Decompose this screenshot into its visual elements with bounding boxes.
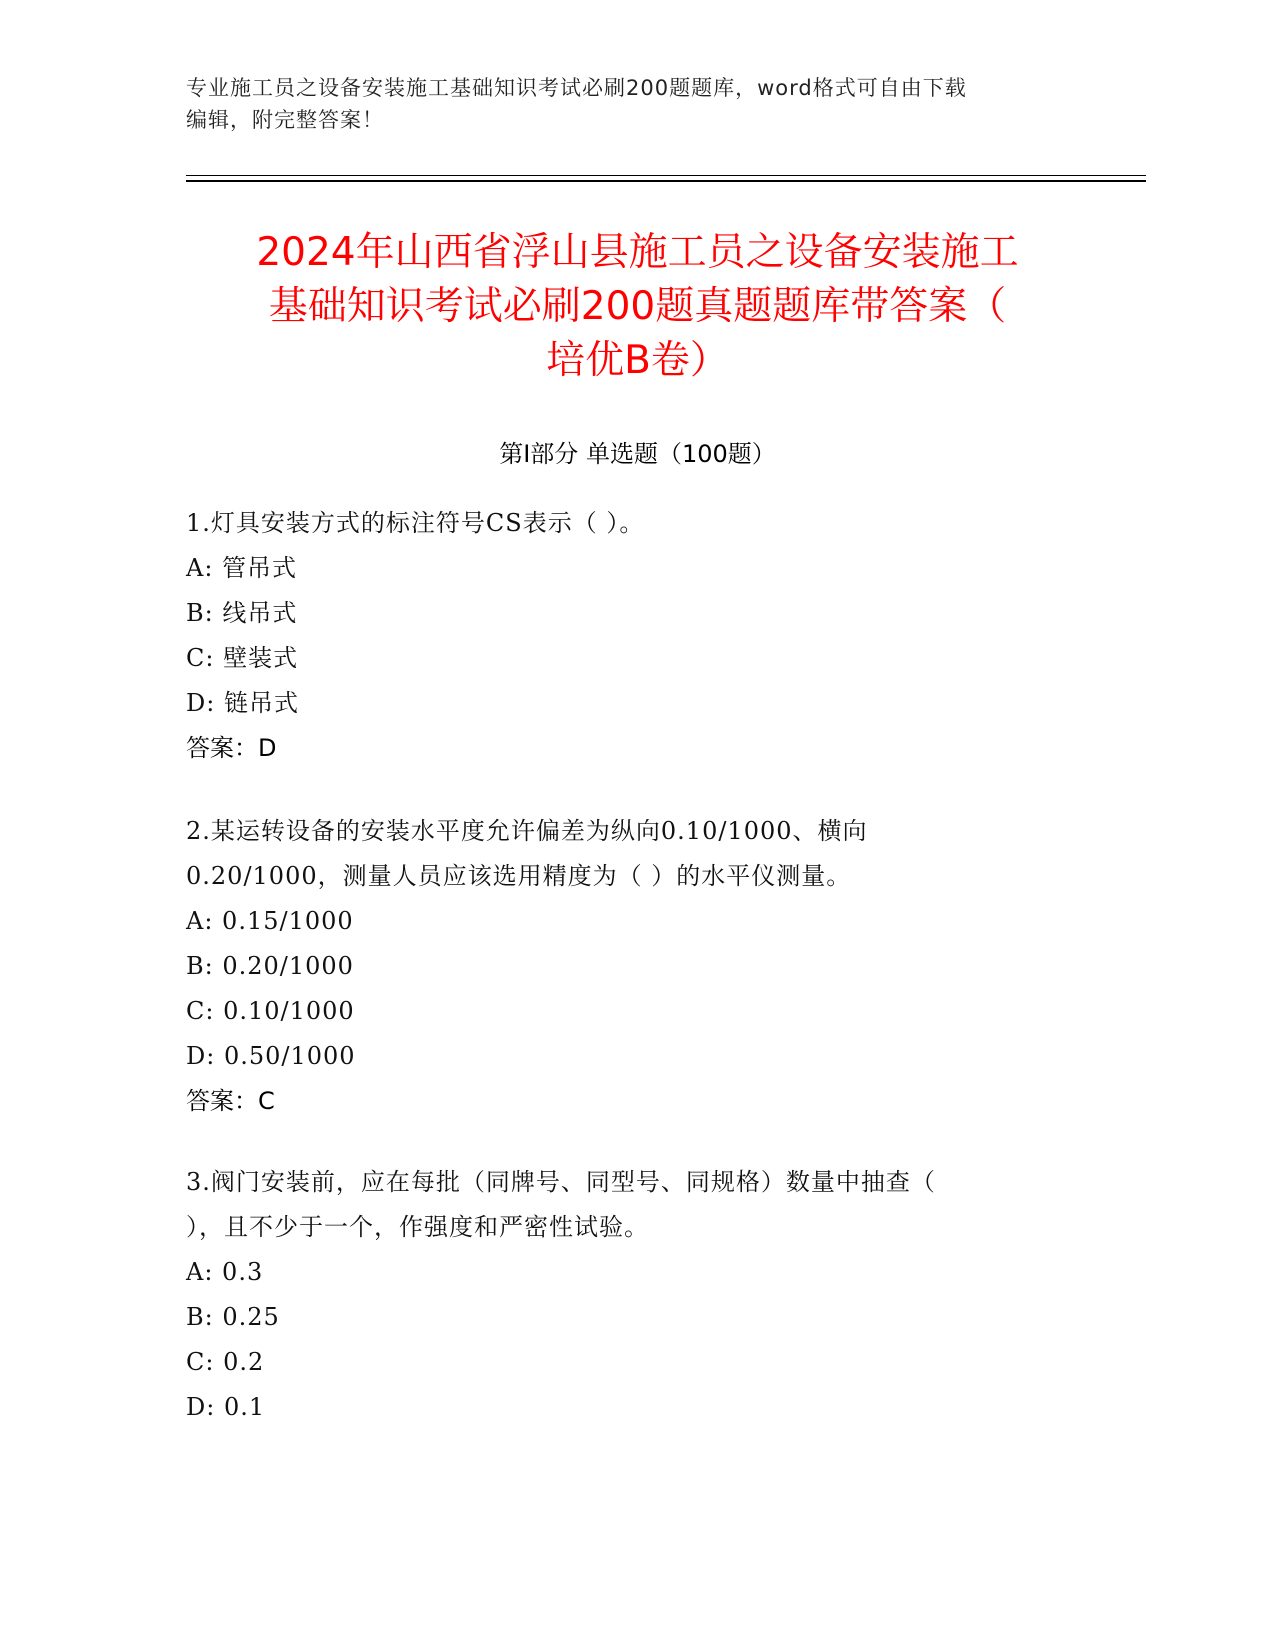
question-stem: 1.灯具安装方式的标注符号CS表示（ ）。 (186, 509, 645, 537)
question-stem: 0.20/1000，测量人员应该选用精度为（ ）的水平仪测量。 (186, 862, 852, 890)
question-answer: 答案：C (186, 1087, 275, 1115)
header-note-line: 专业施工员之设备安装施工基础知识考试必刷200题题库，word格式可自由下载 (186, 76, 967, 100)
document-title-line: 基础知识考试必刷200题真题题库带答案（ (268, 284, 1007, 329)
document-title-line: 培优B卷） (546, 338, 729, 383)
question-option-c: C: 壁装式 (186, 644, 299, 672)
header-note (186, 72, 1066, 136)
question-option-b: B: 0.20/1000 (186, 952, 354, 980)
question-option-d: D: 链吊式 (186, 689, 299, 717)
question-option-a: A: 0.15/1000 (186, 907, 354, 935)
question-1 (186, 501, 1086, 771)
section-heading: 第Ⅰ部分 单选题（100题） (499, 440, 776, 468)
header-divider-thin (186, 175, 1146, 176)
question-stem: 3.阀门安装前，应在每批（同牌号、同型号、同规格）数量中抽查（ (186, 1168, 936, 1196)
question-option-c: C: 0.10/1000 (186, 997, 355, 1025)
document-title-line: 2024年山西省浮山县施工员之设备安装施工 (256, 230, 1019, 275)
question-option-a: A: 管吊式 (186, 554, 298, 582)
question-stem: 2.某运转设备的安装水平度允许偏差为纵向0.10/1000、横向 (186, 817, 868, 845)
question-option-a: A: 0.3 (186, 1258, 264, 1286)
question-3 (186, 1160, 1086, 1430)
question-2 (186, 809, 1086, 1124)
question-stem: ），且不少于一个，作强度和严密性试验。 (186, 1213, 649, 1241)
header-divider-thick (186, 180, 1146, 182)
question-answer: 答案：D (186, 734, 277, 762)
question-option-b: B: 线吊式 (186, 599, 298, 627)
question-option-d: D: 0.1 (186, 1393, 266, 1421)
question-option-d: D: 0.50/1000 (186, 1042, 356, 1070)
document-title (160, 226, 1115, 388)
header-note-line: 编辑，附完整答案！ (186, 108, 384, 132)
question-option-c: C: 0.2 (186, 1348, 265, 1376)
question-option-b: B: 0.25 (186, 1303, 280, 1331)
